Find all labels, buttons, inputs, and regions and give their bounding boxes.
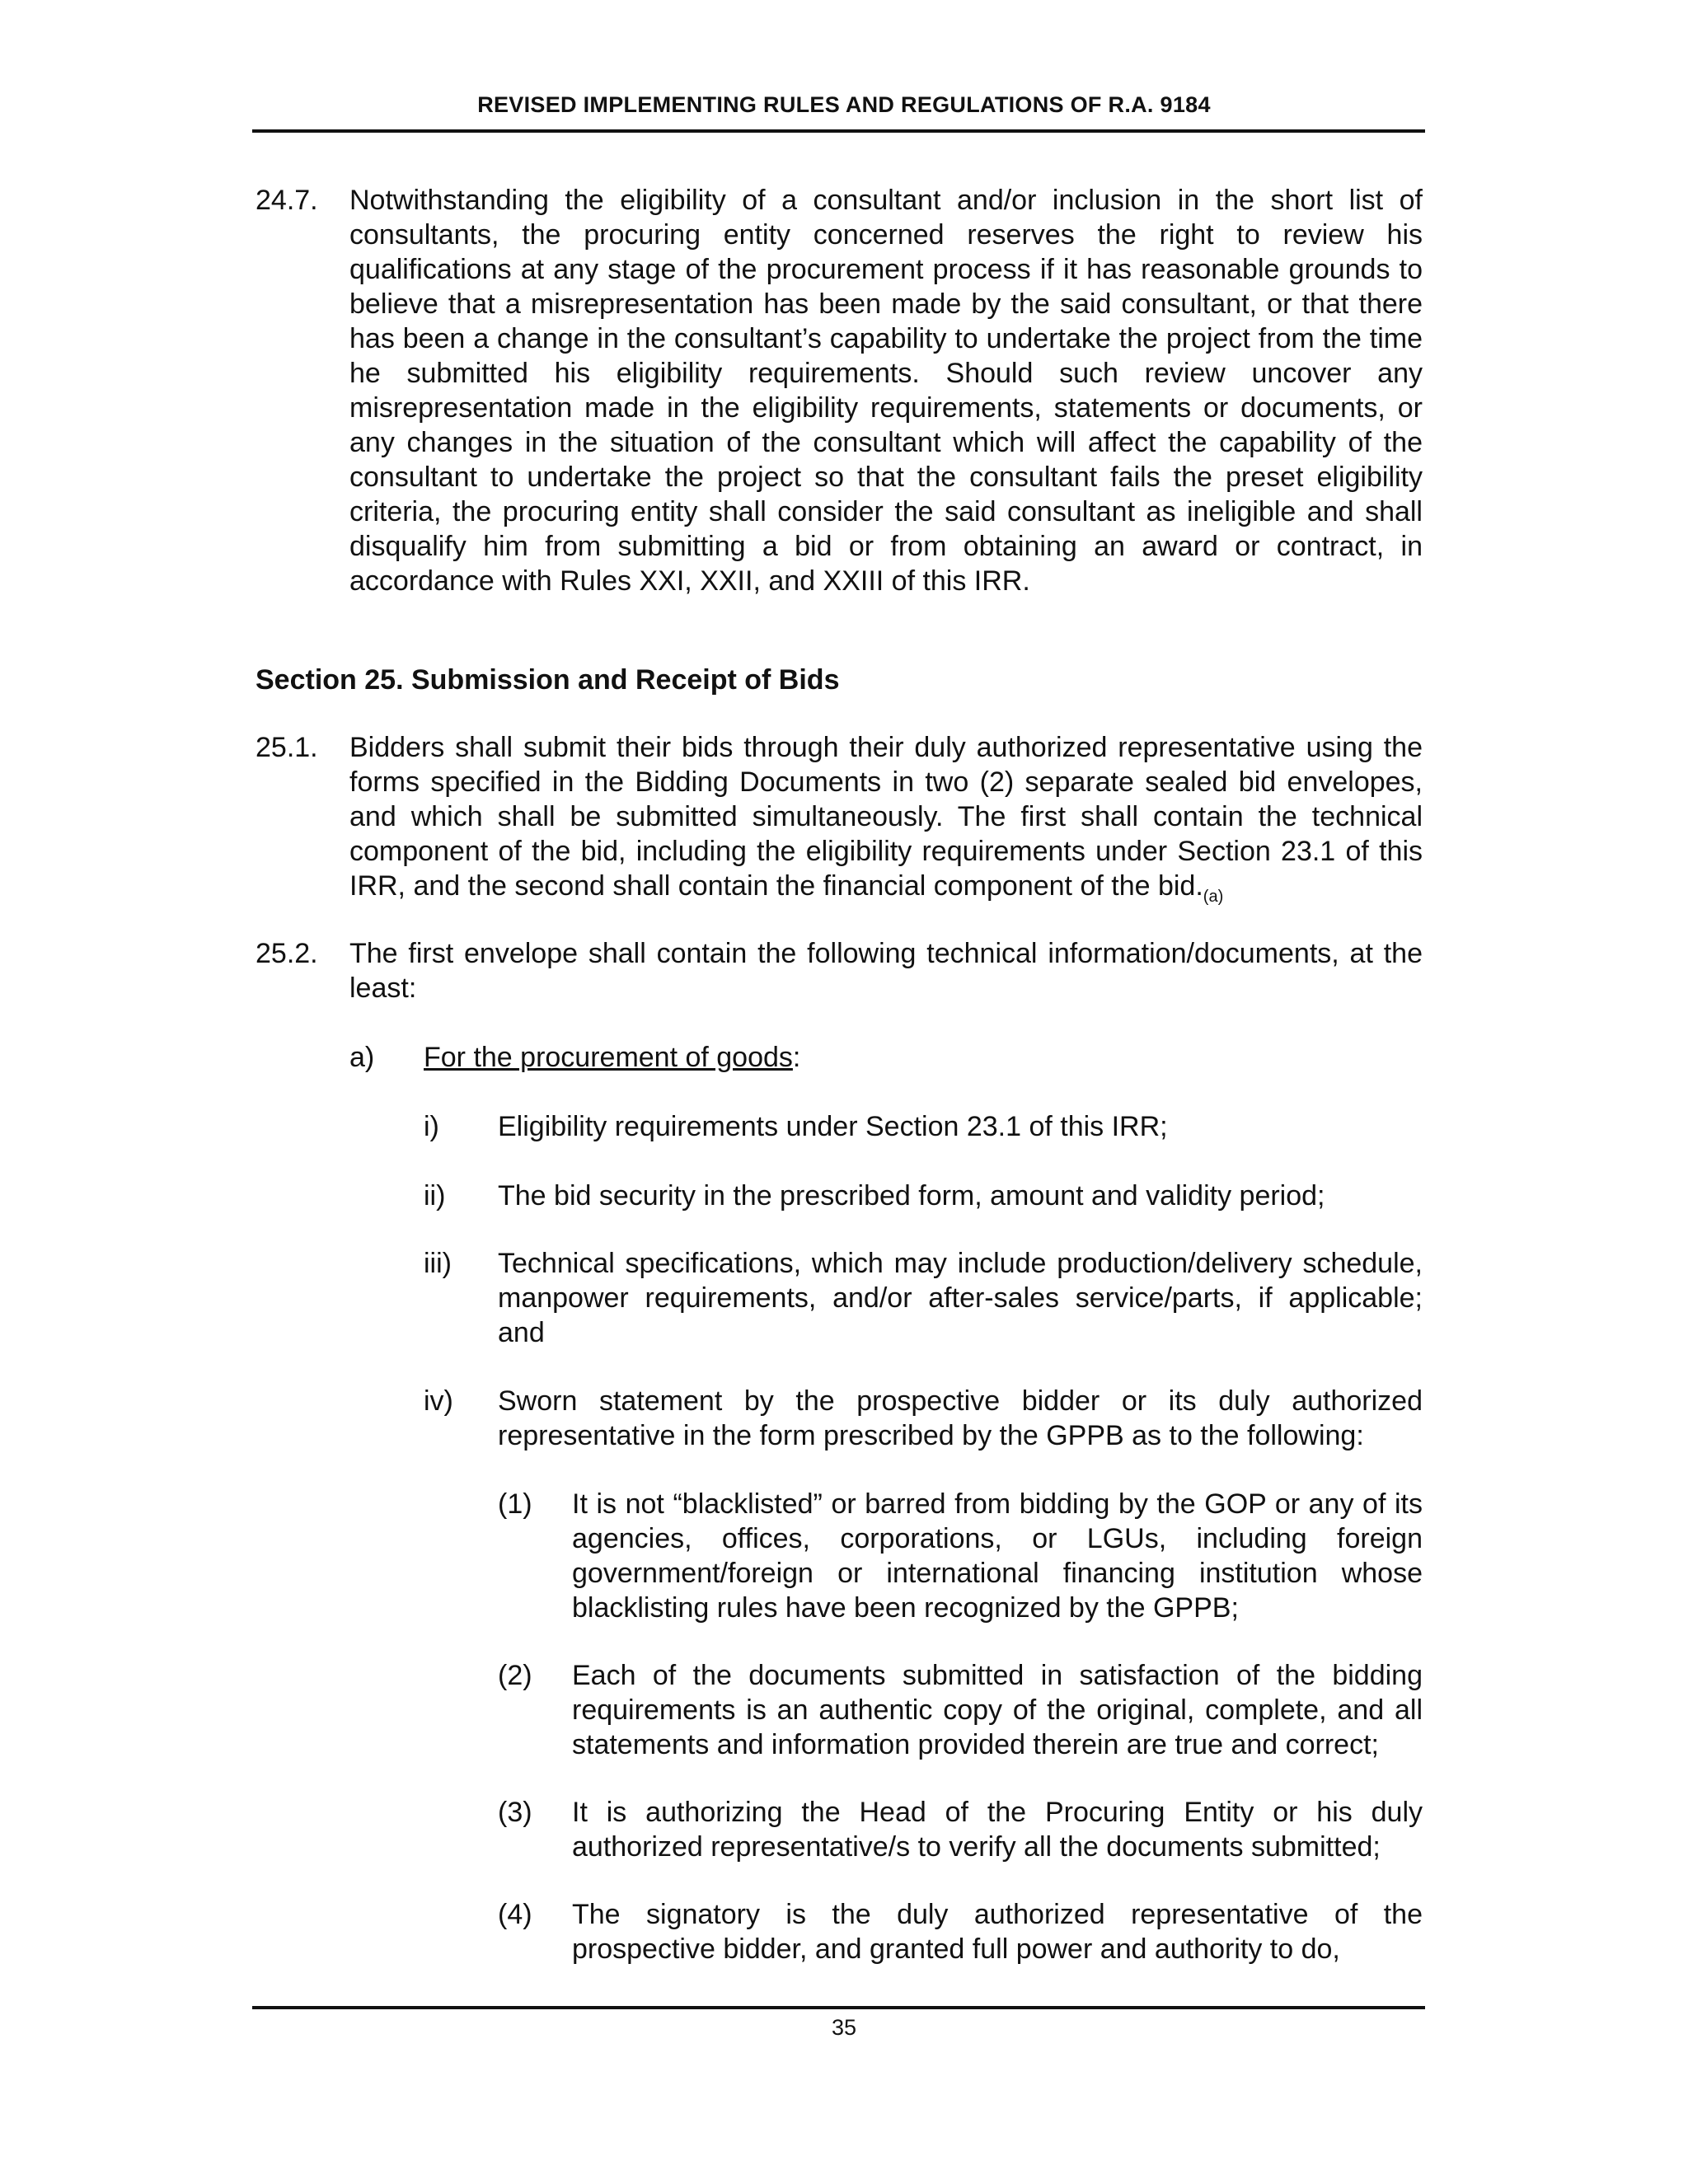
header-rule (252, 129, 1425, 133)
list-item-i: Eligibility requirements under Section 23.1 of this IRR; (498, 1111, 1168, 1142)
list-item-4: The signatory is the duly authorized representative of the prospective bidder, and granted full power and authority to do, (572, 1899, 1423, 1965)
list-label-2: (2) (498, 1660, 532, 1691)
list-item-ii: The bid security in the prescribed form, amount and validity period; (498, 1180, 1325, 1212)
footer-rule (252, 2006, 1425, 2009)
list-item-a (424, 1040, 1423, 1075)
footnote-marker: (a) (1203, 887, 1224, 906)
paragraph-number-24-7: 24.7. (256, 185, 318, 216)
list-label-i: i) (424, 1111, 439, 1142)
list-label-1: (1) (498, 1488, 532, 1520)
list-label-a: a) (349, 1042, 375, 1073)
paragraph-25-1 (349, 730, 1423, 906)
list-item-a-title: For the procurement of goods (424, 1042, 793, 1073)
list-item-1: It is not “blacklisted” or barred from bidding by the GOP or any of its agencies, offices, corporations, or LGUs, including foreign government/foreign or international financing institution whose blacklisting rules have been recognized by the GPPB; (572, 1488, 1423, 1624)
list-item-a-suffix: : (792, 1042, 801, 1073)
paragraph-25-1-text: Bidders shall submit their bids through their duly authorized representative using the forms specified in the Bidding Documents in two (2) separate sealed bid envelopes, and which shall be submitted simultaneously. The first shall contain the technical component of the bid, including the eligibility requirements under Section 23.1 of this IRR, and the second shall contain the financial component of the bid. (349, 732, 1423, 902)
list-label-iii: iii) (424, 1248, 452, 1279)
list-label-ii: ii) (424, 1180, 446, 1212)
section-heading: Section 25. Submission and Receipt of Bids (256, 664, 840, 696)
page-number: 35 (831, 2015, 857, 2040)
list-label-iv: iv) (424, 1385, 453, 1417)
paragraph-number-25-2: 25.2. (256, 938, 318, 969)
paragraph-number-25-1: 25.1. (256, 732, 318, 763)
running-header: REVISED IMPLEMENTING RULES AND REGULATIONS OF R.A. 9184 (477, 92, 1211, 117)
list-label-4: (4) (498, 1899, 532, 1930)
list-item-3: It is authorizing the Head of the Procuring Entity or his duly authorized representative/s to verify all the documents submitted; (572, 1797, 1423, 1863)
list-item-iv: Sworn statement by the prospective bidder or its duly authorized representative in the form prescribed by the GPPB as to the following: (498, 1385, 1423, 1451)
paragraph-25-2: The first envelope shall contain the following technical information/documents, at the least: (349, 938, 1423, 1004)
list-item-iii: Technical specifications, which may include production/delivery schedule, manpower requirements, and/or after-sales service/parts, if applicable; and (498, 1248, 1423, 1348)
paragraph-24-7: Notwithstanding the eligibility of a consultant and/or inclusion in the short list of consultants, the procuring entity concerned reserves the right to review his qualifications at any stage of the procurement process if it has reasonable grounds to believe that a misrepresentation has been made by the said consultant, or that there has been a change in the consultant’s capability to undertake the project from the time he submitted his eligibility requirements. Should such review uncover any misrepresentation made in the eligibility requirements, statements or documents, or any changes in the situation of the consultant which will affect the capability of the consultant to undertake the project so that the consultant fails the preset eligibility criteria, the procuring entity shall consider the said consultant as ineligible and shall disqualify him from submitting a bid or from obtaining an award or contract, in accordance with Rules XXI, XXII, and XXIII of this IRR. (349, 185, 1423, 597)
list-item-2: Each of the documents submitted in satisfaction of the bidding requirements is an authentic copy of the original, complete, and all statements and information provided therein are true and correct; (572, 1660, 1423, 1760)
list-label-3: (3) (498, 1797, 532, 1828)
